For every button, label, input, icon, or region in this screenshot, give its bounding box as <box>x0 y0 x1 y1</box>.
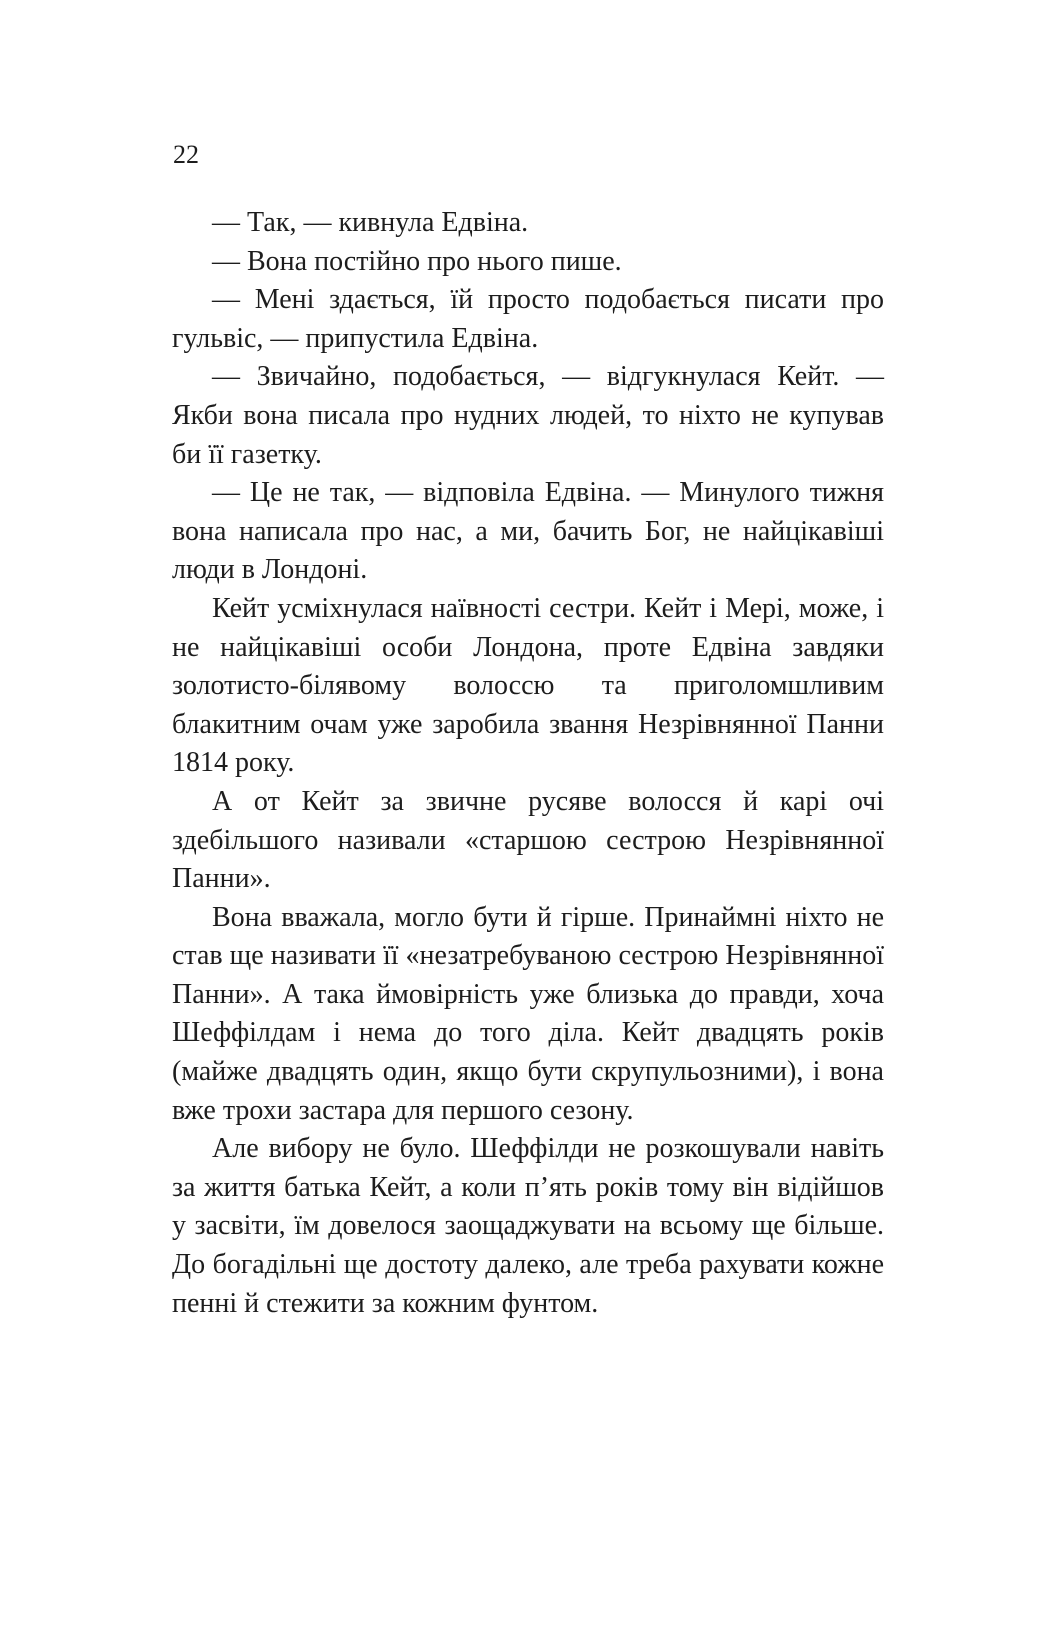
paragraph-dialogue-3: — Мені здається, їй просто подобається писати про гульвіс, — припустила Едвіна. <box>172 284 884 354</box>
paragraph-narration-4: Але вибору не було. Шеффілди не розкошували навіть за життя батька Кейт, а коли п’ять років тому він відійшов у засвіти, їм довелося заощаджувати на всьому ще більше. До богадільні ще достоту далеко, але треба рахувати кожне пенні й стежити за кожним фунтом. <box>172 1133 884 1319</box>
paragraph-narration-2: А от Кейт за звичне русяве волосся й карі очі здебільшого називали «старшою сестрою Незрівнянної Панни». <box>172 785 884 895</box>
paragraph-narration-1: Кейт усміхнулася наївності сестри. Кейт і Мері, може, і не найцікавіші особи Лондона, проте Едвіна завдяки золотисто-білявому волоссю та приголомшливим блакитним очам уже заробила звання Незрівнянної Панни 1814 року. <box>172 592 884 779</box>
paragraph-dialogue-2: — Вона постійно про нього пише. <box>212 245 622 277</box>
paragraph-dialogue-5: — Це не так, — відповіла Едвіна. — Минулого тижня вона написала про нас, а ми, бачить Бог, не найцікавіші люди в Лондоні. <box>172 477 884 586</box>
paragraph-narration-3: Вона вважала, могло бути й гірше. Принаймні ніхто не став ще називати її «незатребуваною сестрою Незрівнянної Панни». А така ймовірність уже близька до правди, хоча Шеффілдам і нема до того діла. Кейт двадцять років (майже двадцять один, якщо бути скрупульозними), і вона вже трохи застара для першого сезону. <box>172 901 884 1126</box>
page-number: 22 <box>173 140 199 169</box>
text-block <box>172 204 884 1323</box>
paragraph-dialogue-4: — Звичайно, подобається, — відгукнулася Кейт. — Якби вона писала про нудних людей, то ніхто не купував би її газетку. <box>172 361 884 470</box>
paragraph-dialogue-1: — Так, — кивнула Едвіна. <box>212 207 529 238</box>
